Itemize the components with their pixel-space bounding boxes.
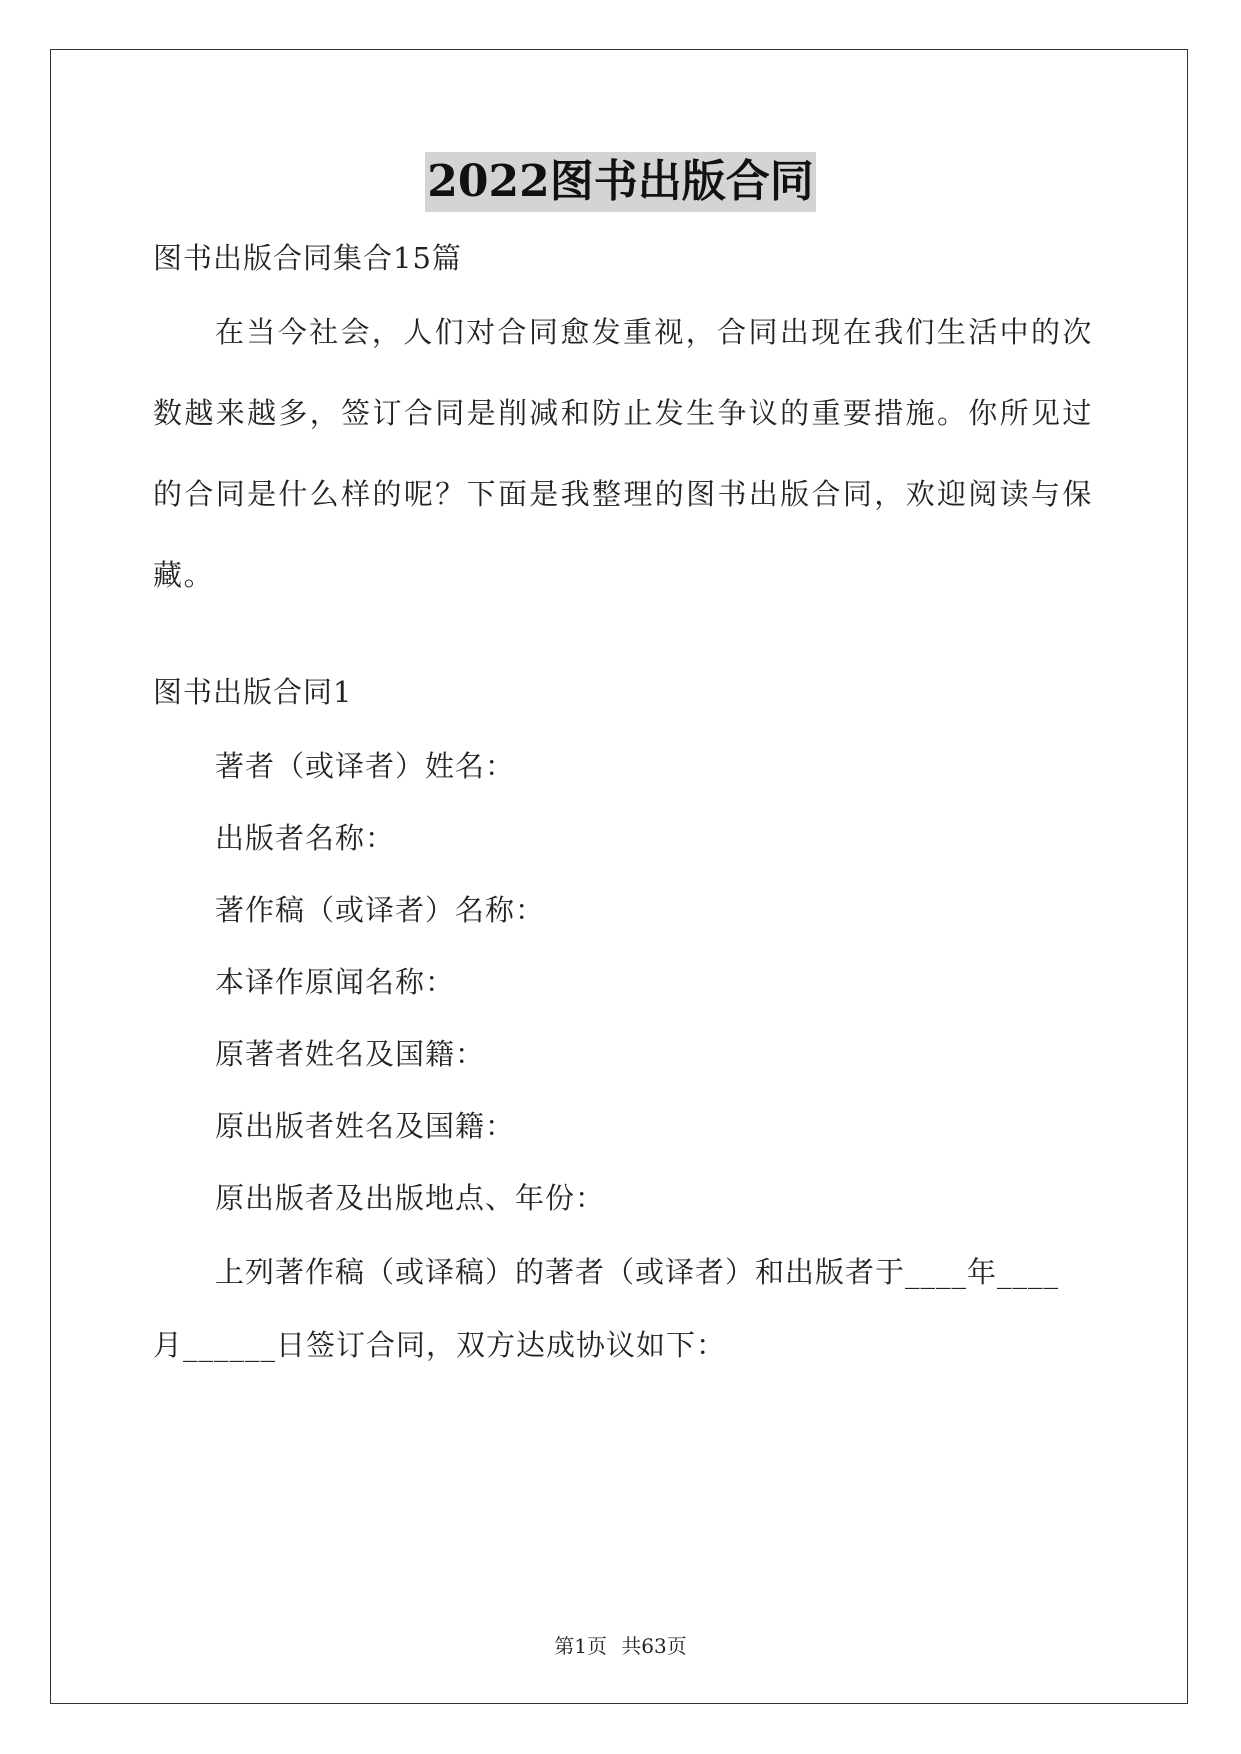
intro-paragraph: 在当今社会，人们对合同愈发重视，合同出现在我们生活中的次数越来越多，签订合同是削减和防止发生争议的重要措施。你所见过的合同是什么样的呢？下面是我整理的图书出版合同，欢迎阅读与保藏。 xyxy=(153,315,1093,592)
document-subtitle: 图书出版合同集合15篇 xyxy=(153,241,462,275)
page-number: 第1页 xyxy=(554,1634,607,1658)
page-footer xyxy=(0,1632,1241,1660)
agreement-line-1: 上列著作稿（或译稿）的著者（或译者）和出版者于____年____ xyxy=(215,1255,1060,1289)
field-original-publication-place: 原出版者及出版地点、年份： xyxy=(215,1181,606,1215)
field-original-publisher: 原出版者姓名及国籍： xyxy=(215,1109,516,1143)
section-heading: 图书出版合同1 xyxy=(153,675,353,709)
field-original-title: 本译作原闻名称： xyxy=(215,965,456,999)
field-publisher-name: 出版者名称： xyxy=(215,821,396,855)
agreement-line-2: 月______日签订合同，双方达成协议如下： xyxy=(153,1328,727,1362)
field-author-name: 著者（或译者）姓名： xyxy=(215,749,516,783)
page-total: 共63页 xyxy=(621,1634,687,1658)
title-container xyxy=(0,152,1241,212)
field-original-author: 原著者姓名及国籍： xyxy=(215,1037,486,1071)
field-manuscript-name: 著作稿（或译者）名称： xyxy=(215,893,546,927)
document-title: 2022图书出版合同 xyxy=(425,152,815,212)
